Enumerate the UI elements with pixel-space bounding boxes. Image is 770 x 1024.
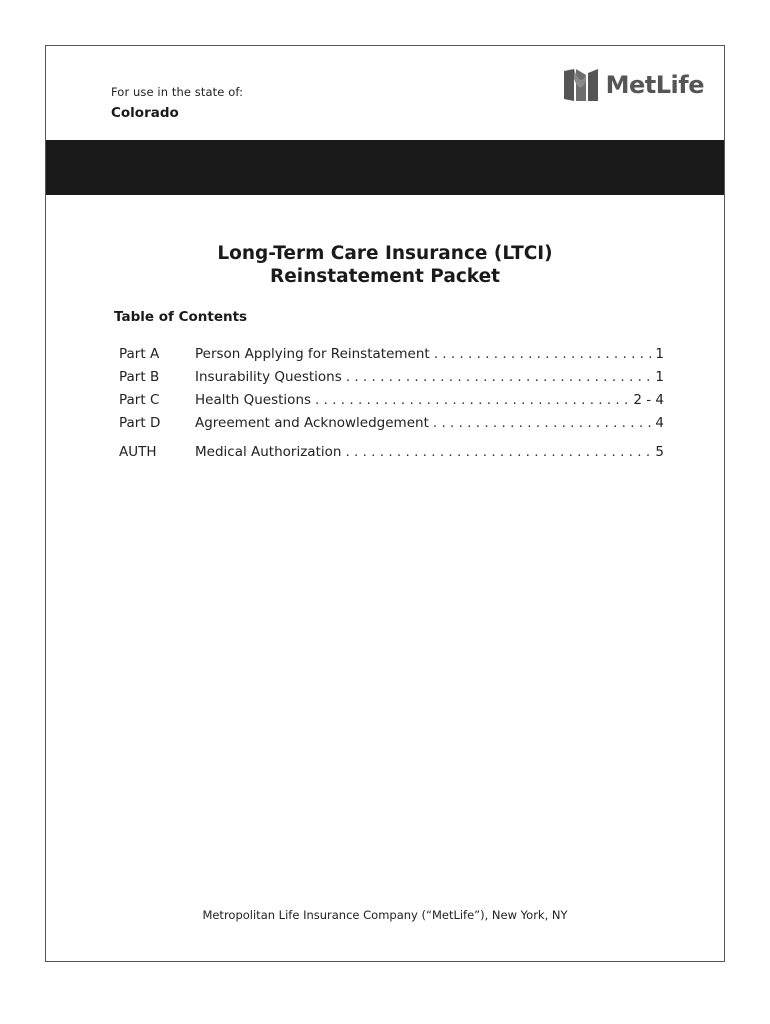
toc-row	[119, 415, 664, 438]
toc-leader	[346, 369, 652, 385]
metlife-logo	[564, 68, 704, 102]
footer-company: Metropolitan Life Insurance Company (“MetLife”), New York, NY	[202, 908, 568, 922]
toc-leader	[345, 444, 651, 460]
toc-page: 1	[655, 369, 664, 385]
toc-part: Part C	[119, 392, 160, 408]
toc-title: Agreement and Acknowledgement	[195, 415, 429, 431]
toc-part: Part B	[119, 369, 160, 385]
state-value: Colorado	[111, 105, 179, 121]
metlife-mark-icon	[564, 69, 598, 101]
document-page	[45, 45, 725, 962]
toc-row	[119, 346, 664, 369]
state-label: For use in the state of:	[111, 85, 244, 99]
toc-leader	[433, 415, 652, 431]
toc-row	[119, 444, 664, 467]
title-line-1: Long-Term Care Insurance (LTCI)	[217, 243, 553, 264]
toc-page: 2 - 4	[633, 392, 664, 408]
toc-page: 5	[655, 444, 664, 460]
toc-title: Medical Authorization	[195, 444, 342, 460]
toc-row	[119, 392, 664, 415]
toc-part: Part D	[119, 415, 161, 431]
toc-leader	[434, 346, 652, 362]
toc-page: 1	[655, 346, 664, 362]
table-of-contents	[119, 346, 664, 467]
toc-row	[119, 369, 664, 392]
document-title	[46, 242, 724, 288]
toc-title: Insurability Questions	[195, 369, 342, 385]
toc-title: Person Applying for Reinstatement	[195, 346, 430, 362]
toc-title: Health Questions	[195, 392, 312, 408]
toc-part: AUTH	[119, 444, 157, 460]
title-line-2: Reinstatement Packet	[269, 266, 501, 287]
toc-leader	[315, 392, 629, 408]
toc-part: Part A	[119, 346, 160, 362]
header-band	[46, 140, 724, 195]
toc-page: 4	[655, 415, 664, 431]
logo-text: MetLife	[605, 71, 704, 99]
toc-heading: Table of Contents	[114, 309, 248, 325]
